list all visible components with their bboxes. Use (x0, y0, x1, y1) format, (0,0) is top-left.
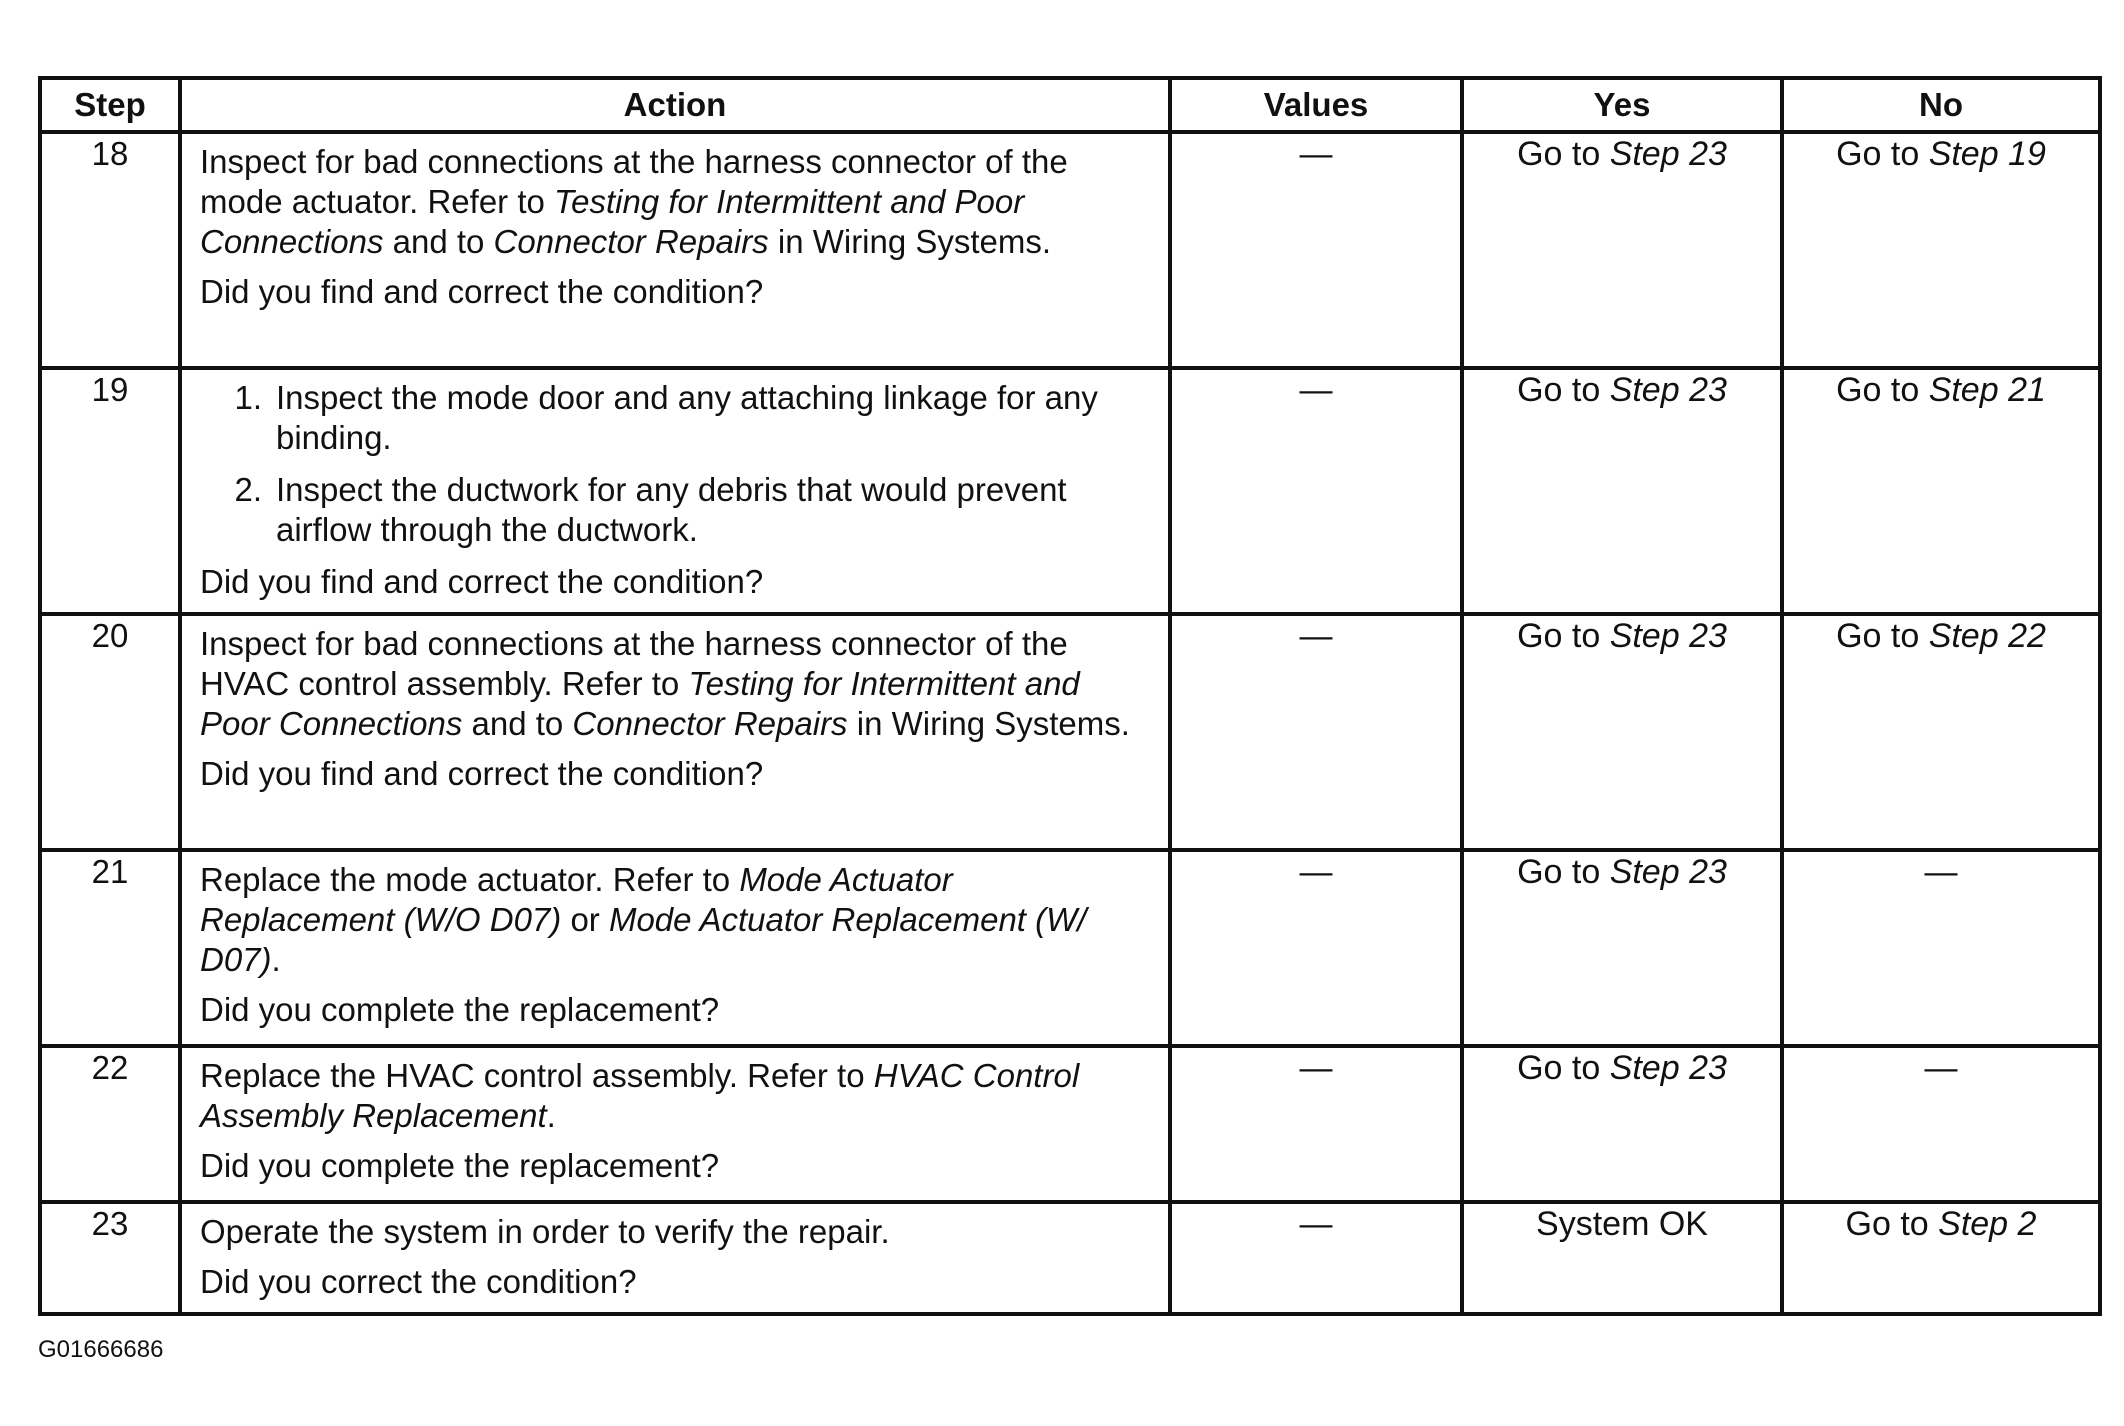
action-text-part: . (546, 1097, 556, 1134)
yes-cell (1462, 1046, 1782, 1202)
action-question: Did you correct the condition? (200, 1263, 637, 1300)
action-text (200, 1212, 1152, 1252)
action-text-part: Inspect for bad connections at the harness connector of the HVAC control assembly. Refer to (200, 625, 1068, 702)
yes-step-link[interactable]: Step 23 (1609, 617, 1727, 655)
action-text (200, 142, 1152, 262)
reference-link[interactable]: Testing for Intermittent and Poor Connections (200, 183, 1025, 260)
action-text-part: Inspect for bad connections at the harness connector of the mode actuator. Refer to (200, 143, 1068, 220)
action-question: Did you complete the replacement? (200, 1147, 720, 1184)
no-prefix: Go to (1836, 617, 1929, 655)
list-item-text: Inspect the mode door and any attaching linkage for any binding. (276, 379, 1098, 456)
yes-prefix: Go to (1517, 371, 1610, 409)
no-prefix: Go to (1836, 371, 1929, 409)
list-item-text: Inspect the ductwork for any debris that would prevent airflow through the ductwork. (276, 471, 1067, 548)
header-yes: Yes (1462, 78, 1782, 132)
action-cell (180, 368, 1170, 614)
list-item-number: 1. (234, 379, 262, 416)
action-text-part: Replace the mode actuator. Refer to (200, 861, 740, 898)
diagnostic-table (38, 76, 2102, 1316)
reference-link[interactable]: Connector Repairs (493, 223, 769, 260)
no-prefix: Go to (1836, 135, 1929, 173)
yes-prefix: Go to (1517, 617, 1610, 655)
action-question: Did you find and correct the condition? (200, 273, 764, 310)
table-row-step-18 (40, 132, 2100, 368)
reference-link[interactable]: Mode Actuator Replacement (W/O D07) (200, 861, 953, 938)
reference-link[interactable]: Mode Actuator Replacement (W/ D07) (200, 901, 1087, 978)
action-question: Did you find and correct the condition? (200, 755, 764, 792)
no-step-link[interactable]: Step 21 (1928, 371, 2046, 409)
table-row-step-22 (40, 1046, 2100, 1202)
yes-step-link[interactable]: Step 23 (1609, 371, 1727, 409)
step-number: 19 (40, 368, 180, 614)
yes-step-link[interactable]: Step 23 (1609, 135, 1727, 173)
yes-cell (1462, 368, 1782, 614)
values-cell: — (1170, 614, 1462, 850)
action-cell (180, 1202, 1170, 1314)
table-row-step-20 (40, 614, 2100, 850)
action-list (200, 378, 1152, 550)
no-cell: — (1782, 1046, 2100, 1202)
action-question: Did you complete the replacement? (200, 991, 720, 1028)
action-text-part: and to (383, 223, 494, 260)
step-number: 23 (40, 1202, 180, 1314)
header-action: Action (180, 78, 1170, 132)
figure-id: G01666686 (38, 1336, 164, 1363)
no-cell (1782, 132, 2100, 368)
no-cell (1782, 1202, 2100, 1314)
header-no: No (1782, 78, 2100, 132)
step-number: 21 (40, 850, 180, 1046)
action-text-part: Operate the system in order to verify the repair. (200, 1213, 890, 1250)
yes-step-link[interactable]: Step 23 (1609, 853, 1727, 891)
no-step-link[interactable]: Step 22 (1928, 617, 2046, 655)
values-cell: — (1170, 368, 1462, 614)
values-cell: — (1170, 132, 1462, 368)
list-item (200, 378, 1152, 458)
step-number: 20 (40, 614, 180, 850)
header-step: Step (40, 78, 180, 132)
reference-link[interactable]: Testing for Intermittent and Poor Connections (200, 665, 1080, 742)
no-prefix: Go to (1845, 1205, 1939, 1243)
list-item-number: 2. (234, 471, 262, 508)
action-text (200, 624, 1152, 744)
action-text-part: . (271, 941, 281, 978)
yes-cell (1462, 850, 1782, 1046)
step-number: 18 (40, 132, 180, 368)
yes-prefix: Go to (1517, 853, 1610, 891)
reference-link[interactable]: HVAC Control Assembly Replacement (200, 1057, 1080, 1134)
diagnostic-table-sheet (38, 76, 2098, 1316)
step-number: 22 (40, 1046, 180, 1202)
yes-cell (1462, 614, 1782, 850)
action-text-part: in Wiring Systems. (847, 705, 1130, 742)
action-text-part: or (561, 901, 609, 938)
action-cell (180, 850, 1170, 1046)
action-cell (180, 132, 1170, 368)
action-text-part: in Wiring Systems. (768, 223, 1052, 260)
yes-prefix: Go to (1517, 135, 1610, 173)
header-values: Values (1170, 78, 1462, 132)
no-cell (1782, 614, 2100, 850)
yes-cell: System OK (1462, 1202, 1782, 1314)
action-text (200, 1056, 1152, 1136)
table-header-row (40, 78, 2100, 132)
values-cell: — (1170, 850, 1462, 1046)
action-cell (180, 614, 1170, 850)
table-row-step-23 (40, 1202, 2100, 1314)
values-cell: — (1170, 1046, 1462, 1202)
no-cell (1782, 368, 2100, 614)
action-text-part: Replace the HVAC control assembly. Refer to (200, 1057, 874, 1094)
list-item (200, 470, 1152, 550)
no-step-link[interactable]: Step 2 (1938, 1205, 2037, 1243)
yes-cell (1462, 132, 1782, 368)
action-question: Did you find and correct the condition? (200, 563, 764, 600)
no-cell: — (1782, 850, 2100, 1046)
action-text-part: and to (462, 705, 573, 742)
table-row-step-19 (40, 368, 2100, 614)
table-row-step-21 (40, 850, 2100, 1046)
values-cell: — (1170, 1202, 1462, 1314)
yes-prefix: Go to (1517, 1049, 1610, 1087)
reference-link[interactable]: Connector Repairs (572, 705, 848, 742)
action-cell (180, 1046, 1170, 1202)
no-step-link[interactable]: Step 19 (1928, 135, 2046, 173)
yes-step-link[interactable]: Step 23 (1609, 1049, 1727, 1087)
action-text (200, 860, 1152, 980)
